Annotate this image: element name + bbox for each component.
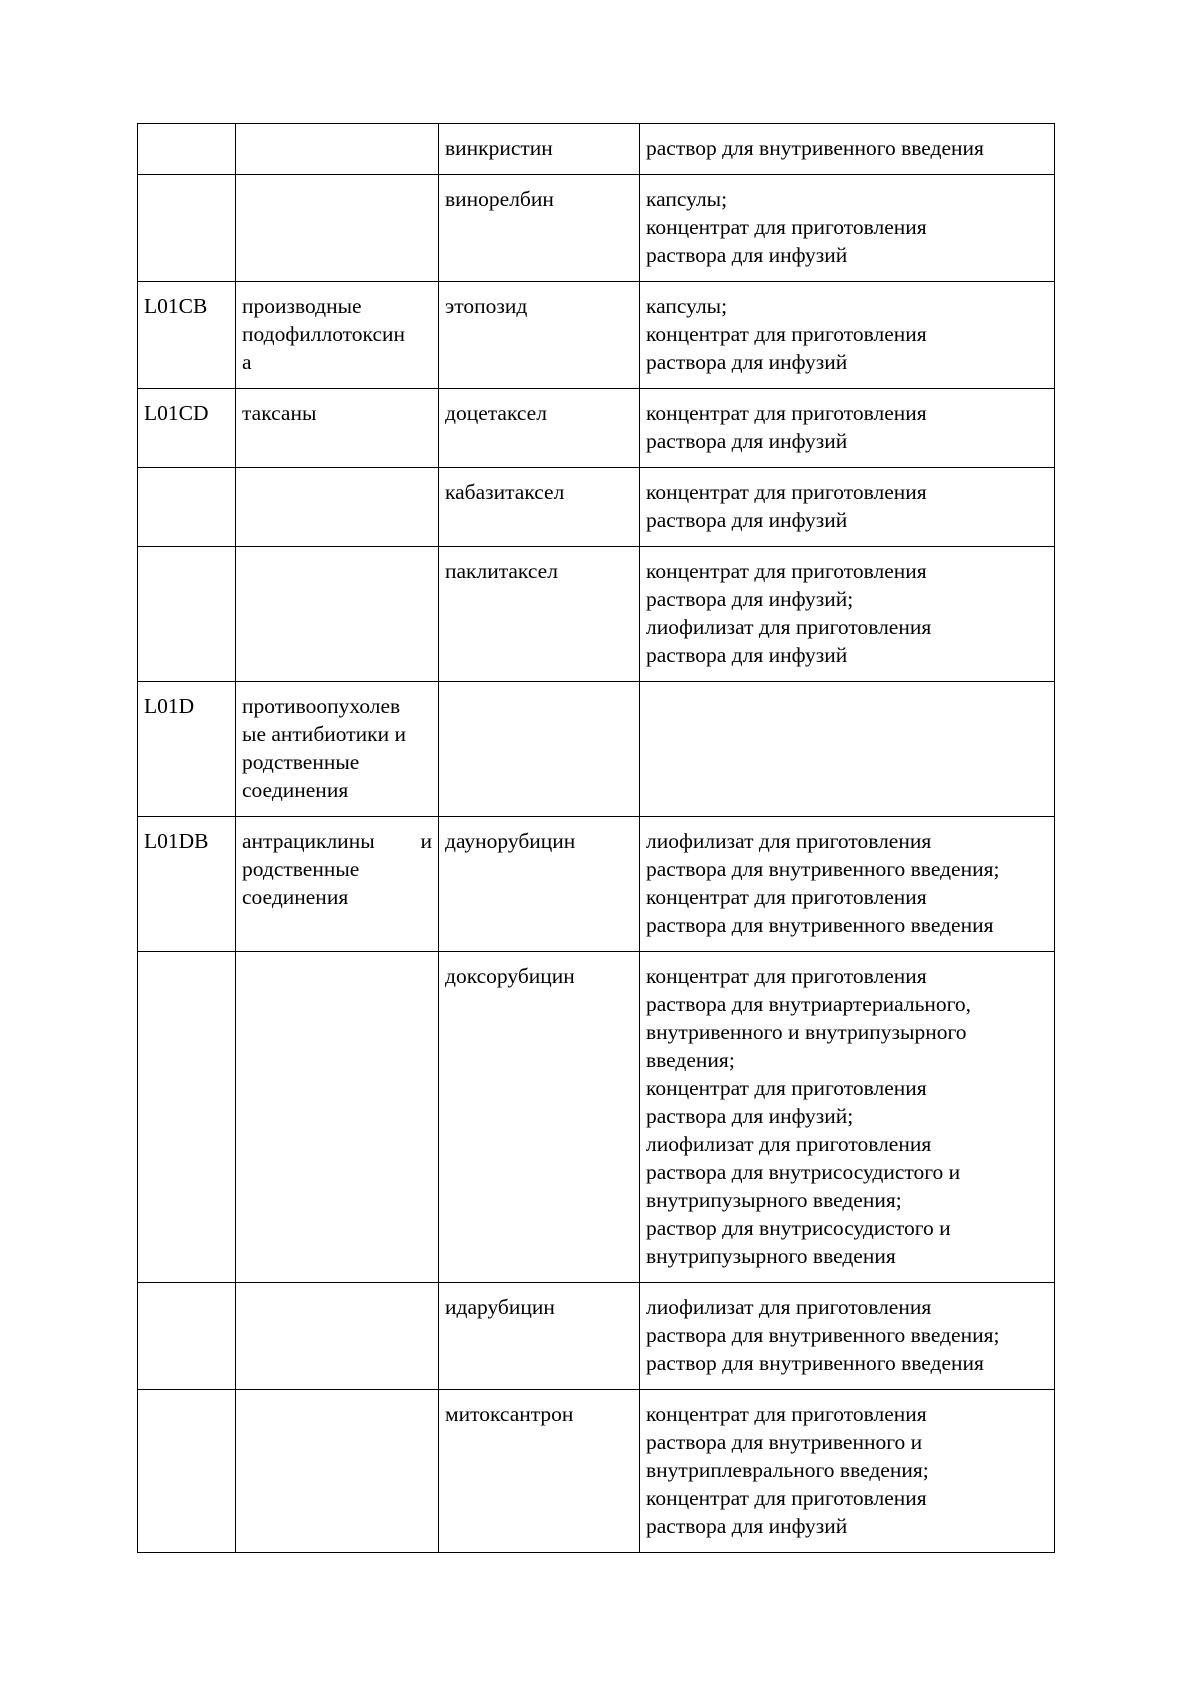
- atc-code-cell: [138, 952, 236, 1283]
- dosage-form-line: концентрат для приготовления: [646, 1486, 927, 1510]
- dosage-form-line: концентрат для приготовления: [646, 322, 927, 346]
- table-row: [138, 389, 1055, 468]
- dosage-form-line: введения;: [646, 1048, 735, 1072]
- group-name-line: а: [242, 350, 252, 374]
- drug-cell: [439, 817, 640, 952]
- dosage-form-line: раствора для внутрисосудистого и: [646, 1160, 961, 1184]
- atc-code-cell: [138, 1390, 236, 1553]
- dosage-form-line: концентрат для приготовления: [646, 559, 927, 583]
- drug-name: митоксантрон: [445, 1402, 574, 1426]
- group-name-word: и: [420, 829, 432, 853]
- drug-name: этопозид: [445, 294, 528, 318]
- dosage-form-line: раствора для инфузий: [646, 350, 848, 374]
- dosage-form-line: раствор для внутривенного введения: [646, 1351, 984, 1375]
- forms-cell: [640, 124, 1055, 175]
- group-name-line: соединения: [242, 778, 349, 802]
- group-name-line: таксаны: [242, 401, 317, 425]
- forms-cell: [640, 468, 1055, 547]
- drug-cell: [439, 952, 640, 1283]
- group-name-line: производные: [242, 294, 362, 318]
- drug-cell: [439, 282, 640, 389]
- dosage-form-line: внутрипузырного введения: [646, 1244, 896, 1268]
- atc-code: L01CD: [144, 401, 209, 425]
- dosage-form-line: концентрат для приготовления: [646, 401, 927, 425]
- group-cell: [236, 1283, 439, 1390]
- drug-cell: [439, 1390, 640, 1553]
- group-cell: [236, 682, 439, 817]
- drug-table-body: [138, 124, 1055, 1553]
- forms-cell: [640, 682, 1055, 817]
- dosage-form-line: раствора для инфузий: [646, 1514, 848, 1538]
- drug-name: паклитаксел: [445, 559, 558, 583]
- drug-name: кабазитаксел: [445, 480, 565, 504]
- atc-code-cell: [138, 124, 236, 175]
- dosage-form-line: раствора для инфузий;: [646, 587, 854, 611]
- group-name-word: антрациклины: [242, 829, 375, 853]
- forms-cell: [640, 282, 1055, 389]
- table-row: [138, 1283, 1055, 1390]
- dosage-form-line: лиофилизат для приготовления: [646, 829, 932, 853]
- dosage-form-line: раствора для инфузий: [646, 429, 848, 453]
- table-row: [138, 817, 1055, 952]
- forms-cell: [640, 817, 1055, 952]
- dosage-form-line: раствора для внутривенного введения: [646, 913, 994, 937]
- dosage-form-line: раствора для инфузий: [646, 243, 848, 267]
- drug-name: идарубицин: [445, 1295, 555, 1319]
- drug-cell: [439, 547, 640, 682]
- dosage-form-line: раствор для внутрисосудистого и: [646, 1216, 951, 1240]
- drug-name: доцетаксел: [445, 401, 547, 425]
- group-name-line: подофиллотоксин: [242, 322, 406, 346]
- group-cell: [236, 282, 439, 389]
- drug-cell: [439, 682, 640, 817]
- drug-name: винкристин: [445, 136, 553, 160]
- atc-code-cell: [138, 547, 236, 682]
- drug-cell: [439, 1283, 640, 1390]
- dosage-form-line: концентрат для приготовления: [646, 1402, 927, 1426]
- table-row: [138, 547, 1055, 682]
- dosage-form-line: раствора для инфузий;: [646, 1104, 854, 1128]
- dosage-form-line: концентрат для приготовления: [646, 885, 927, 909]
- forms-cell: [640, 389, 1055, 468]
- dosage-form-line: концентрат для приготовления: [646, 964, 927, 988]
- group-cell: [236, 1390, 439, 1553]
- dosage-form-line: внутриплеврального введения;: [646, 1458, 929, 1482]
- group-cell: [236, 124, 439, 175]
- group-name-line: соединения: [242, 885, 349, 909]
- drug-cell: [439, 468, 640, 547]
- drug-table: [137, 123, 1055, 1553]
- atc-code-cell: [138, 282, 236, 389]
- group-cell: [236, 817, 439, 952]
- group-name-line: родственные: [242, 857, 360, 881]
- group-name-line: противоопухолев: [242, 694, 401, 718]
- atc-code: L01CB: [144, 294, 208, 318]
- atc-code-cell: [138, 817, 236, 952]
- group-cell: [236, 468, 439, 547]
- drug-name: винорелбин: [445, 187, 554, 211]
- atc-code-cell: [138, 389, 236, 468]
- dosage-form-line: раствора для внутривенного введения;: [646, 857, 1000, 881]
- dosage-form-line: лиофилизат для приготовления: [646, 615, 932, 639]
- forms-cell: [640, 952, 1055, 1283]
- drug-name: доксорубицин: [445, 964, 575, 988]
- table-row: [138, 282, 1055, 389]
- dosage-form-line: капсулы;: [646, 294, 728, 318]
- atc-code-cell: [138, 682, 236, 817]
- table-row: [138, 952, 1055, 1283]
- group-cell: [236, 952, 439, 1283]
- group-cell: [236, 389, 439, 468]
- table-row: [138, 1390, 1055, 1553]
- forms-cell: [640, 175, 1055, 282]
- dosage-form-line: лиофилизат для приготовления: [646, 1132, 932, 1156]
- atc-code-cell: [138, 175, 236, 282]
- forms-cell: [640, 1390, 1055, 1553]
- drug-name: даунорубицин: [445, 829, 576, 853]
- table-row: [138, 175, 1055, 282]
- dosage-form-line: концентрат для приготовления: [646, 1076, 927, 1100]
- dosage-form-line: внутрипузырного введения;: [646, 1188, 902, 1212]
- dosage-form-line: капсулы;: [646, 187, 728, 211]
- dosage-form-line: концентрат для приготовления: [646, 215, 927, 239]
- dosage-form-line: концентрат для приготовления: [646, 480, 927, 504]
- forms-cell: [640, 547, 1055, 682]
- table-row: [138, 124, 1055, 175]
- dosage-form-line: раствора для внутриартериального,: [646, 992, 972, 1016]
- dosage-form-line: раствора для внутривенного введения;: [646, 1323, 1000, 1347]
- group-name-line: ые антибиотики и: [242, 722, 406, 746]
- group-name-line: [242, 827, 432, 855]
- drug-cell: [439, 175, 640, 282]
- drug-cell: [439, 124, 640, 175]
- atc-code-cell: [138, 468, 236, 547]
- group-cell: [236, 175, 439, 282]
- drug-cell: [439, 389, 640, 468]
- group-cell: [236, 547, 439, 682]
- table-row: [138, 468, 1055, 547]
- table-row: [138, 682, 1055, 817]
- group-name-line: родственные: [242, 750, 360, 774]
- atc-code-cell: [138, 1283, 236, 1390]
- atc-code: L01D: [144, 694, 195, 718]
- dosage-form-line: раствора для внутривенного и: [646, 1430, 923, 1454]
- atc-code: L01DB: [144, 829, 209, 853]
- dosage-form-line: лиофилизат для приготовления: [646, 1295, 932, 1319]
- forms-cell: [640, 1283, 1055, 1390]
- dosage-form-line: раствора для инфузий: [646, 643, 848, 667]
- dosage-form-line: раствор для внутривенного введения: [646, 136, 984, 160]
- dosage-form-line: раствора для инфузий: [646, 508, 848, 532]
- dosage-form-line: внутривенного и внутрипузырного: [646, 1020, 967, 1044]
